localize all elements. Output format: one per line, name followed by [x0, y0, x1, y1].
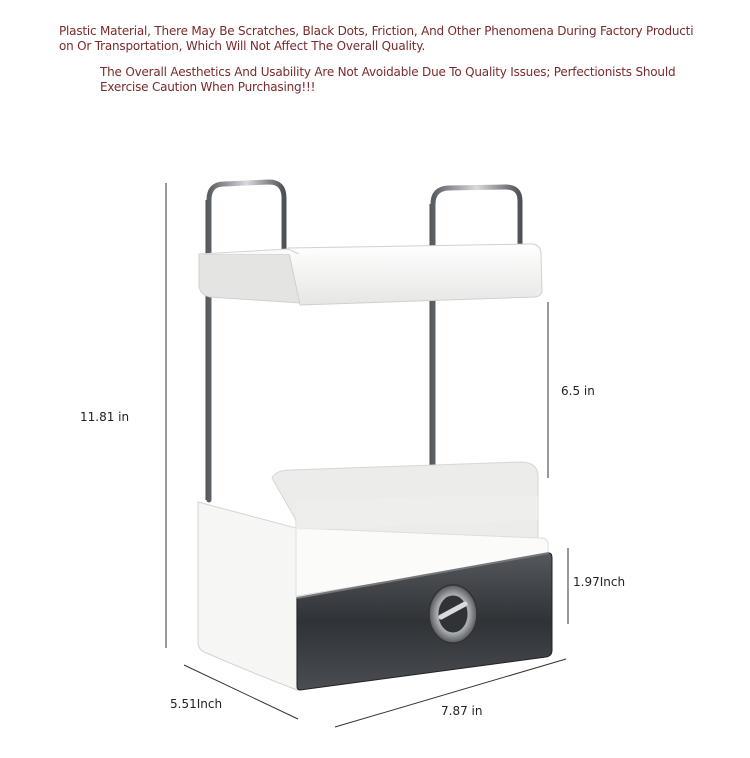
purchase-caution-text: The Overall Aesthetics And Usability Are Not Avoidable Due To Quality Issues; Perfectionists Should Exercise Caution When Purchasing!!! — [100, 65, 676, 94]
quality-notice-text: Plastic Material, There May Be Scratches, Black Dots, Friction, And Other Phenomena During Factory Producti on Or Transportation, Which Will Not Affect The Overall Quality. — [59, 24, 694, 53]
top-shelf — [199, 244, 542, 305]
height-total-label: 11.81 in — [80, 410, 130, 424]
front-rails — [209, 182, 520, 500]
shelf-gap-label: 6.5 in — [561, 384, 595, 398]
drawer-height-label: 1.97Inch — [573, 575, 626, 589]
front-rail-lower-shadows — [206, 200, 430, 500]
drawer-knob-icon — [429, 585, 477, 643]
depth-label: 5.51Inch — [170, 697, 223, 711]
width-label: 7.87 in — [441, 704, 483, 718]
